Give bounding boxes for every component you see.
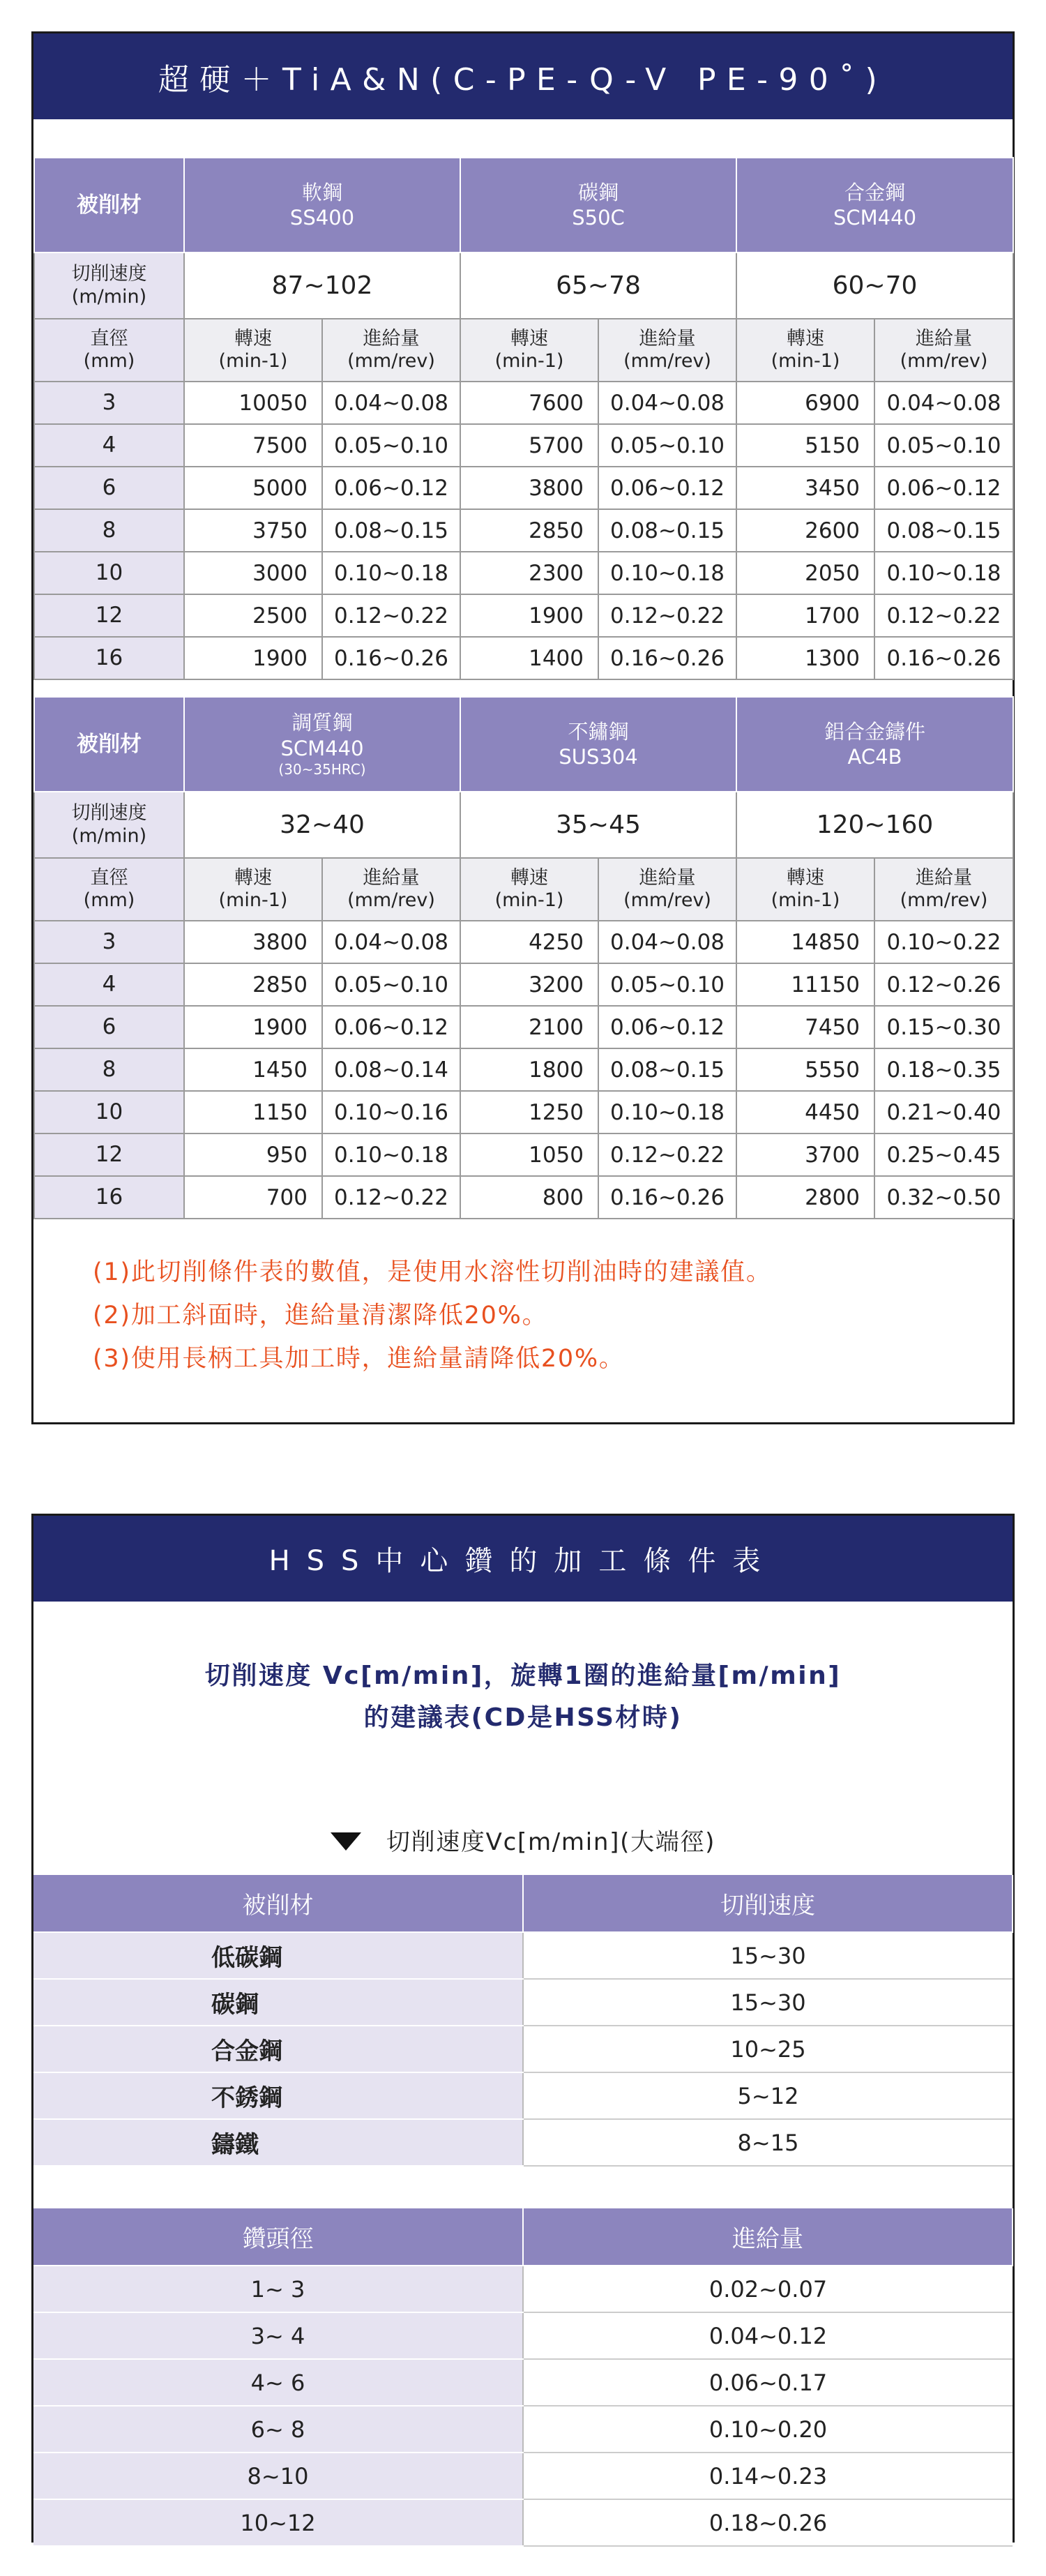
table-row	[33, 2266, 1013, 2312]
speed-cell: 8~15	[523, 2119, 1013, 2166]
column-header: 進給量	[523, 2208, 1013, 2266]
feed-cell: 0.05~0.10	[322, 963, 460, 1006]
rpm-cell: 700	[184, 1176, 322, 1219]
table-row	[33, 2312, 1013, 2359]
feed-cell: 0.14~0.23	[523, 2453, 1013, 2499]
column-header: 鑽頭徑	[33, 2208, 523, 2266]
feed-cell: 0.04~0.08	[598, 921, 736, 963]
feed-cell: 0.12~0.22	[598, 594, 736, 637]
feed-cell: 0.06~0.12	[598, 1006, 736, 1048]
diameter-cell: 4	[34, 963, 184, 1006]
material-cell: 合金鋼 SCM440	[736, 158, 1013, 253]
hss-speed-table	[33, 1875, 1013, 2167]
rpm-cell: 6900	[736, 382, 874, 424]
rpm-cell: 3450	[736, 467, 874, 509]
feed-cell: 0.16~0.26	[598, 1176, 736, 1219]
feed-label: 進給量 (mm/rev)	[874, 858, 1013, 921]
table-body	[33, 2266, 1013, 2546]
table-row	[33, 1979, 1013, 2026]
rpm-cell: 2100	[460, 1006, 598, 1048]
diameter-cell: 3	[34, 382, 184, 424]
rpm-cell: 5150	[736, 424, 874, 467]
table-row	[34, 1176, 1013, 1219]
feed-cell: 0.12~0.22	[598, 1133, 736, 1176]
feed-cell: 0.16~0.26	[322, 637, 460, 679]
feed-cell: 0.04~0.08	[322, 921, 460, 963]
table-row	[34, 921, 1013, 963]
feed-cell: 0.16~0.26	[598, 637, 736, 679]
rpm-cell: 2800	[736, 1176, 874, 1219]
rpm-label: 轉速 (min-1)	[460, 858, 598, 921]
feed-cell: 0.18~0.26	[523, 2499, 1013, 2546]
table-row	[34, 1048, 1013, 1091]
rpm-label: 轉速 (min-1)	[736, 858, 874, 921]
diameter-cell: 16	[34, 1176, 184, 1219]
table-body	[33, 1932, 1013, 2166]
diameter-cell: 6	[34, 1006, 184, 1048]
feed-label: 進給量 (mm/rev)	[322, 858, 460, 921]
feed-cell: 0.21~0.40	[874, 1091, 1013, 1133]
diameter-cell: 10	[34, 552, 184, 594]
cutting-table-special	[33, 696, 1014, 1219]
feed-cell: 0.08~0.15	[598, 1048, 736, 1091]
speed-value: 35~45	[460, 792, 736, 858]
diameter-label: 直徑 (mm)	[34, 858, 184, 921]
rpm-cell: 1700	[736, 594, 874, 637]
table-row	[33, 2119, 1013, 2166]
rpm-cell: 3000	[184, 552, 322, 594]
table-body	[34, 382, 1013, 679]
feed-cell: 0.10~0.18	[322, 552, 460, 594]
feed-cell: 0.06~0.17	[523, 2359, 1013, 2406]
intro-line: 的建議表(CD是HSS材時)	[363, 1703, 683, 1732]
feed-cell: 0.02~0.07	[523, 2266, 1013, 2312]
feed-cell: 0.12~0.26	[874, 963, 1013, 1006]
rpm-cell: 7500	[184, 424, 322, 467]
diameter-cell: 10	[34, 1091, 184, 1133]
table-row	[33, 2499, 1013, 2546]
rpm-cell: 3800	[184, 921, 322, 963]
table-row	[34, 1091, 1013, 1133]
feed-cell: 0.05~0.10	[322, 424, 460, 467]
speed-label: 切削速度 (m/min)	[34, 792, 184, 858]
material-cell: 不銹鋼	[33, 2072, 523, 2119]
feed-cell: 0.32~0.50	[874, 1176, 1013, 1219]
speed-cell: 10~25	[523, 2026, 1013, 2072]
rpm-cell: 7450	[736, 1006, 874, 1048]
rpm-cell: 5550	[736, 1048, 874, 1091]
speed-value: 87~102	[184, 253, 460, 319]
feed-cell: 0.25~0.45	[874, 1133, 1013, 1176]
rpm-cell: 3800	[460, 467, 598, 509]
feed-cell: 0.10~0.18	[322, 1133, 460, 1176]
table-row	[33, 2359, 1013, 2406]
material-cell: 碳鋼 S50C	[460, 158, 736, 253]
rpm-cell: 4250	[460, 921, 598, 963]
drill-diameter-cell: 8~10	[33, 2453, 523, 2499]
feed-cell: 0.10~0.16	[322, 1091, 460, 1133]
rpm-cell: 2600	[736, 509, 874, 552]
speed-label: 切削速度 (m/min)	[34, 253, 184, 319]
rpm-label: 轉速 (min-1)	[184, 858, 322, 921]
feed-cell: 0.05~0.10	[598, 963, 736, 1006]
rpm-cell: 1300	[736, 637, 874, 679]
note-line: (3)使用長柄工具加工時，進給量請降低20%。	[93, 1345, 625, 1373]
material-header: 被削材	[34, 697, 184, 792]
speed-value: 60~70	[736, 253, 1013, 319]
table-row	[34, 1133, 1013, 1176]
rpm-cell: 1150	[184, 1091, 322, 1133]
column-header: 切削速度	[523, 1875, 1013, 1932]
rpm-cell: 1900	[184, 637, 322, 679]
material-header: 被削材	[34, 158, 184, 253]
feed-cell: 0.04~0.12	[523, 2312, 1013, 2359]
table-row	[34, 637, 1013, 679]
table-row	[33, 2453, 1013, 2499]
feed-cell: 0.04~0.08	[598, 382, 736, 424]
panel-title: 超硬＋TiA&N(C-PE-Q-V PE-90˚)	[33, 33, 1013, 119]
divider	[33, 2177, 1013, 2208]
drill-diameter-cell: 3~ 4	[33, 2312, 523, 2359]
rpm-cell: 3200	[460, 963, 598, 1006]
hss-center-drill-panel	[31, 1514, 1015, 2543]
feed-label: 進給量 (mm/rev)	[322, 319, 460, 382]
rpm-cell: 10050	[184, 382, 322, 424]
feed-cell: 0.12~0.22	[322, 1176, 460, 1219]
material-cell: 鋁合金鑄件 AC4B	[736, 697, 1013, 792]
carbide-conditions-panel	[31, 31, 1015, 1424]
feed-cell: 0.08~0.14	[322, 1048, 460, 1091]
speed-value: 120~160	[736, 792, 1013, 858]
rpm-cell: 2050	[736, 552, 874, 594]
rpm-cell: 800	[460, 1176, 598, 1219]
table-row	[34, 467, 1013, 509]
diameter-cell: 4	[34, 424, 184, 467]
diameter-cell: 8	[34, 1048, 184, 1091]
speed-value: 65~78	[460, 253, 736, 319]
rpm-cell: 14850	[736, 921, 874, 963]
feed-cell: 0.10~0.18	[598, 1091, 736, 1133]
table-row	[34, 382, 1013, 424]
intro-text	[33, 1655, 1013, 1739]
feed-cell: 0.05~0.10	[874, 424, 1013, 467]
cutting-table-steels	[33, 157, 1014, 680]
rpm-cell: 5000	[184, 467, 322, 509]
material-cell: 軟鋼 SS400	[184, 158, 460, 253]
table-row	[33, 2406, 1013, 2453]
feed-cell: 0.10~0.20	[523, 2406, 1013, 2453]
feed-cell: 0.12~0.22	[322, 594, 460, 637]
triangle-down-icon	[331, 1832, 361, 1851]
material-cell: 調質鋼 SCM440 (30~35HRC)	[184, 697, 460, 792]
feed-cell: 0.06~0.12	[874, 467, 1013, 509]
note-line: (1)此切削條件表的數值，是使用水溶性切削油時的建議值。	[93, 1258, 772, 1286]
speed-subtitle: 切削速度Vc[m/min](大端徑)	[33, 1823, 1013, 1857]
feed-cell: 0.08~0.15	[322, 509, 460, 552]
drill-diameter-cell: 10~12	[33, 2499, 523, 2546]
feed-cell: 0.16~0.26	[874, 637, 1013, 679]
drill-diameter-cell: 1~ 3	[33, 2266, 523, 2312]
note-line: (2)加工斜面時，進給量清潔降低20%。	[93, 1302, 548, 1330]
feed-cell: 0.05~0.10	[598, 424, 736, 467]
speed-value: 32~40	[184, 792, 460, 858]
speed-cell: 5~12	[523, 2072, 1013, 2119]
rpm-cell: 7600	[460, 382, 598, 424]
feed-cell: 0.08~0.15	[874, 509, 1013, 552]
rpm-cell: 2850	[184, 963, 322, 1006]
feed-label: 進給量 (mm/rev)	[874, 319, 1013, 382]
feed-cell: 0.12~0.22	[874, 594, 1013, 637]
table-row	[33, 2072, 1013, 2119]
rpm-label: 轉速 (min-1)	[460, 319, 598, 382]
feed-cell: 0.06~0.12	[598, 467, 736, 509]
rpm-cell: 3750	[184, 509, 322, 552]
feed-cell: 0.18~0.35	[874, 1048, 1013, 1091]
material-cell: 鑄鐵	[33, 2119, 523, 2166]
table-body	[34, 921, 1013, 1219]
speed-cell: 15~30	[523, 1979, 1013, 2026]
diameter-cell: 6	[34, 467, 184, 509]
material-cell: 碳鋼	[33, 1979, 523, 2026]
rpm-cell: 1250	[460, 1091, 598, 1133]
rpm-cell: 1400	[460, 637, 598, 679]
feed-cell: 0.10~0.22	[874, 921, 1013, 963]
drill-diameter-cell: 4~ 6	[33, 2359, 523, 2406]
rpm-cell: 1450	[184, 1048, 322, 1091]
rpm-label: 轉速 (min-1)	[736, 319, 874, 382]
table-row	[34, 594, 1013, 637]
rpm-cell: 1900	[460, 594, 598, 637]
panel-title: HSS中心鑽的加工條件表	[33, 1516, 1013, 1602]
rpm-cell: 2850	[460, 509, 598, 552]
table-row	[34, 552, 1013, 594]
diameter-cell: 12	[34, 594, 184, 637]
rpm-cell: 1900	[184, 1006, 322, 1048]
rpm-cell: 2500	[184, 594, 322, 637]
feed-cell: 0.15~0.30	[874, 1006, 1013, 1048]
feed-label: 進給量 (mm/rev)	[598, 319, 736, 382]
column-header: 被削材	[33, 1875, 523, 1932]
rpm-cell: 950	[184, 1133, 322, 1176]
material-cell: 合金鋼	[33, 2026, 523, 2072]
rpm-cell: 3700	[736, 1133, 874, 1176]
table-row	[34, 963, 1013, 1006]
rpm-label: 轉速 (min-1)	[184, 319, 322, 382]
feed-cell: 0.10~0.18	[874, 552, 1013, 594]
drill-diameter-cell: 6~ 8	[33, 2406, 523, 2453]
rpm-cell: 1800	[460, 1048, 598, 1091]
feed-cell: 0.08~0.15	[598, 509, 736, 552]
intro-line: 切削速度 Vc[m/min]，旋轉1圈的進給量[m/min]	[204, 1662, 842, 1690]
feed-cell: 0.06~0.12	[322, 467, 460, 509]
table-row	[33, 2026, 1013, 2072]
diameter-cell: 3	[34, 921, 184, 963]
notes	[93, 1251, 772, 1380]
rpm-cell: 5700	[460, 424, 598, 467]
hss-feed-table	[33, 2208, 1013, 2547]
table-row	[34, 509, 1013, 552]
rpm-cell: 2300	[460, 552, 598, 594]
feed-label: 進給量 (mm/rev)	[598, 858, 736, 921]
rpm-cell: 11150	[736, 963, 874, 1006]
feed-cell: 0.06~0.12	[322, 1006, 460, 1048]
diameter-cell: 16	[34, 637, 184, 679]
rpm-cell: 1050	[460, 1133, 598, 1176]
material-cell: 低碳鋼	[33, 1932, 523, 1979]
feed-cell: 0.04~0.08	[874, 382, 1013, 424]
material-cell: 不鏽鋼 SUS304	[460, 697, 736, 792]
speed-cell: 15~30	[523, 1932, 1013, 1979]
feed-cell: 0.04~0.08	[322, 382, 460, 424]
feed-cell: 0.10~0.18	[598, 552, 736, 594]
diameter-label: 直徑 (mm)	[34, 319, 184, 382]
rpm-cell: 4450	[736, 1091, 874, 1133]
table-row	[34, 424, 1013, 467]
table-row	[33, 1932, 1013, 1979]
diameter-cell: 12	[34, 1133, 184, 1176]
table-row	[34, 1006, 1013, 1048]
diameter-cell: 8	[34, 509, 184, 552]
